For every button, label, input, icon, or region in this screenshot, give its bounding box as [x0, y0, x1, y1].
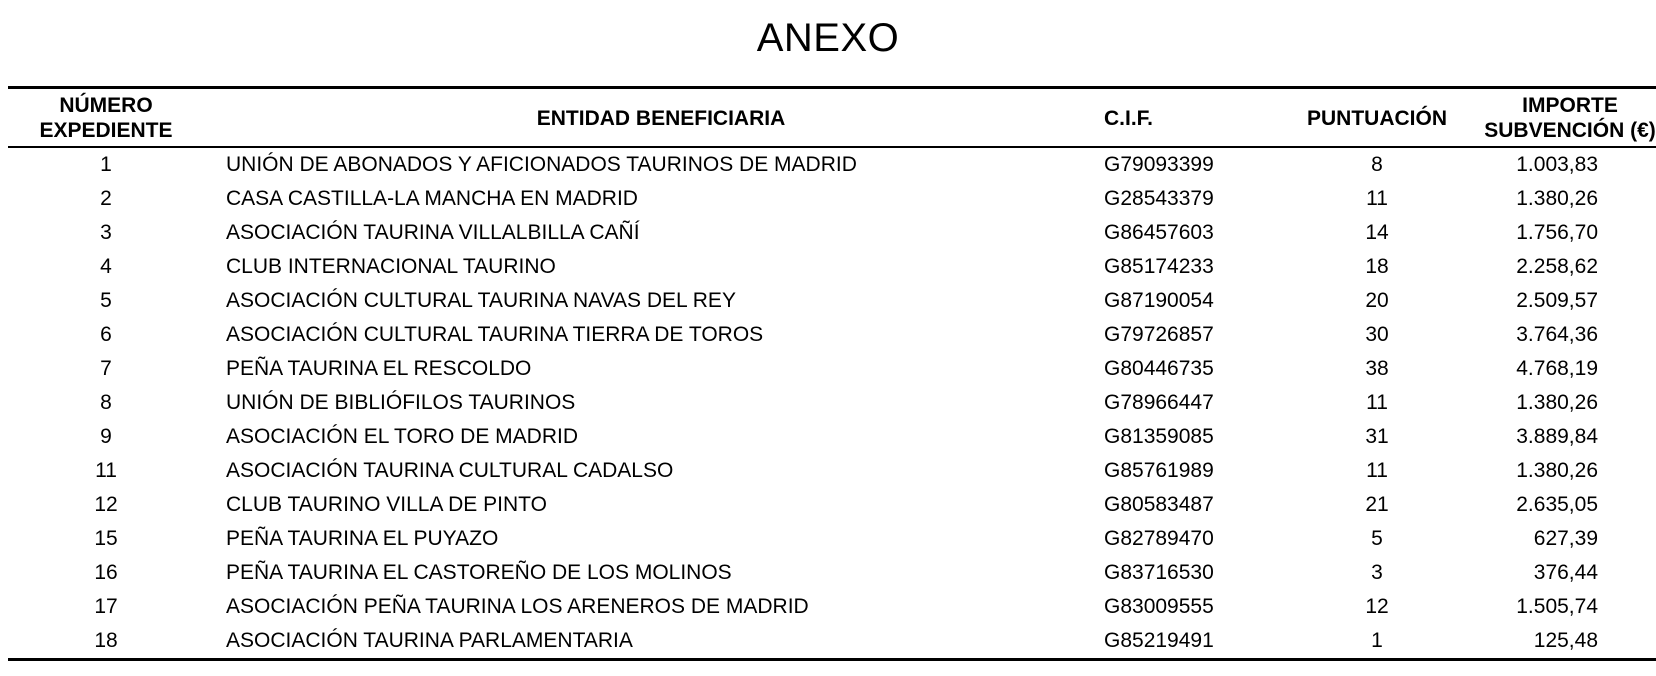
cell-cif: G83009555 [1104, 595, 1214, 618]
cell-puntuacion: 30 [1365, 323, 1389, 346]
cell-importe: 1.756,70 [1516, 221, 1598, 244]
table-row [8, 318, 1656, 352]
cell-puntuacion: 11 [1366, 391, 1388, 414]
cell-entidad: PEÑA TAURINA EL CASTOREÑO DE LOS MOLINOS [226, 561, 732, 584]
cell-entidad: ASOCIACIÓN TAURINA VILLALBILLA CAÑÍ [226, 221, 640, 244]
cell-cif: G82789470 [1104, 527, 1214, 550]
table-row [8, 386, 1656, 420]
header-importe-line2: SUBVENCIÓN (€) [1484, 119, 1656, 142]
cell-importe: 2.258,62 [1516, 255, 1598, 278]
cell-importe: 4.768,19 [1516, 357, 1598, 380]
cell-entidad: CLUB INTERNACIONAL TAURINO [226, 255, 556, 278]
header-numero-line1: NÚMERO [59, 94, 153, 117]
cell-numero: 11 [95, 459, 117, 482]
table-row [8, 454, 1656, 488]
table-row [8, 522, 1656, 556]
cell-cif: G85174233 [1104, 255, 1214, 278]
cell-entidad: PEÑA TAURINA EL PUYAZO [226, 527, 499, 550]
cell-puntuacion: 1 [1371, 629, 1383, 652]
cell-numero: 16 [94, 561, 118, 584]
cell-importe: 1.505,74 [1516, 595, 1598, 618]
cell-numero: 9 [100, 425, 112, 448]
page-title: ANEXO [756, 16, 900, 60]
cell-puntuacion: 11 [1366, 187, 1388, 210]
table-row [8, 556, 1656, 590]
cell-numero: 12 [94, 493, 118, 516]
cell-entidad: CLUB TAURINO VILLA DE PINTO [226, 493, 547, 516]
table-row [8, 590, 1656, 624]
cell-puntuacion: 11 [1366, 459, 1388, 482]
cell-cif: G85219491 [1104, 629, 1214, 652]
cell-entidad: UNIÓN DE BIBLIÓFILOS TAURINOS [226, 391, 576, 414]
cell-cif: G87190054 [1104, 289, 1214, 312]
cell-importe: 1.003,83 [1516, 153, 1598, 176]
cell-importe: 1.380,26 [1516, 391, 1598, 414]
cell-entidad: ASOCIACIÓN CULTURAL TAURINA TIERRA DE TOROS [226, 323, 764, 346]
cell-entidad: ASOCIACIÓN EL TORO DE MADRID [226, 425, 579, 448]
cell-cif: G80446735 [1104, 357, 1214, 380]
cell-entidad: ASOCIACIÓN TAURINA PARLAMENTARIA [226, 629, 633, 652]
cell-puntuacion: 8 [1371, 153, 1383, 176]
cell-cif: G83716530 [1104, 561, 1214, 584]
table-row [8, 624, 1656, 660]
cell-puntuacion: 38 [1365, 357, 1389, 380]
cell-numero: 17 [94, 595, 118, 618]
header-row [8, 88, 1656, 148]
cell-importe: 3.764,36 [1516, 323, 1598, 346]
cell-numero: 8 [100, 391, 112, 414]
header-numero-expediente [8, 88, 204, 148]
cell-cif: G78966447 [1104, 391, 1214, 414]
table-row [8, 182, 1656, 216]
cell-importe: 2.509,57 [1516, 289, 1598, 312]
cell-importe: 1.380,26 [1516, 187, 1598, 210]
cell-puntuacion: 31 [1365, 425, 1389, 448]
cell-numero: 7 [100, 357, 112, 380]
table-row [8, 216, 1656, 250]
header-numero-line2: EXPEDIENTE [39, 119, 173, 142]
table-header [8, 88, 1656, 148]
cell-numero: 2 [100, 187, 112, 210]
cell-importe: 627,39 [1533, 527, 1598, 550]
cell-entidad: CASA CASTILLA-LA MANCHA EN MADRID [226, 187, 638, 210]
table-row [8, 147, 1656, 182]
cell-numero: 18 [94, 629, 118, 652]
table-row [8, 250, 1656, 284]
cell-importe: 3.889,84 [1516, 425, 1598, 448]
table-row [8, 352, 1656, 386]
cell-entidad: ASOCIACIÓN PEÑA TAURINA LOS ARENEROS DE MADRID [226, 595, 809, 618]
cell-numero: 5 [100, 289, 112, 312]
cell-numero: 1 [100, 153, 112, 176]
cell-puntuacion: 18 [1365, 255, 1389, 278]
cell-importe: 125,48 [1533, 629, 1598, 652]
cell-cif: G85761989 [1104, 459, 1214, 482]
cell-entidad: PEÑA TAURINA EL RESCOLDO [226, 357, 532, 380]
cell-puntuacion: 12 [1365, 595, 1389, 618]
cell-numero: 3 [100, 221, 112, 244]
beneficiaries-table [8, 86, 1656, 661]
cell-puntuacion: 21 [1365, 493, 1389, 516]
header-importe-line1: IMPORTE [1522, 94, 1618, 117]
header-cif: C.I.F. [1100, 88, 1288, 148]
cell-cif: G28543379 [1104, 187, 1214, 210]
cell-importe: 2.635,05 [1516, 493, 1598, 516]
header-entidad-beneficiaria: ENTIDAD BENEFICIARIA [204, 88, 1100, 148]
cell-cif: G81359085 [1104, 425, 1214, 448]
cell-puntuacion: 20 [1365, 289, 1389, 312]
table-row [8, 284, 1656, 318]
cell-entidad: ASOCIACIÓN TAURINA CULTURAL CADALSO [226, 459, 674, 482]
cell-numero: 15 [94, 527, 118, 550]
cell-puntuacion: 3 [1371, 561, 1383, 584]
header-puntuacion: PUNTUACIÓN [1288, 88, 1466, 148]
cell-puntuacion: 5 [1371, 527, 1383, 550]
table-row [8, 488, 1656, 522]
cell-cif: G86457603 [1104, 221, 1214, 244]
cell-importe: 376,44 [1533, 561, 1598, 584]
cell-puntuacion: 14 [1365, 221, 1389, 244]
cell-entidad: UNIÓN DE ABONADOS Y AFICIONADOS TAURINOS DE MADRID [226, 153, 857, 176]
cell-cif: G79093399 [1104, 153, 1214, 176]
cell-numero: 4 [100, 255, 112, 278]
cell-cif: G79726857 [1104, 323, 1214, 346]
cell-cif: G80583487 [1104, 493, 1214, 516]
cell-numero: 6 [100, 323, 112, 346]
cell-entidad: ASOCIACIÓN CULTURAL TAURINA NAVAS DEL REY [226, 289, 736, 312]
header-importe-subvencion [1466, 88, 1656, 148]
table-row [8, 420, 1656, 454]
cell-importe: 1.380,26 [1516, 459, 1598, 482]
table-body [8, 147, 1656, 660]
